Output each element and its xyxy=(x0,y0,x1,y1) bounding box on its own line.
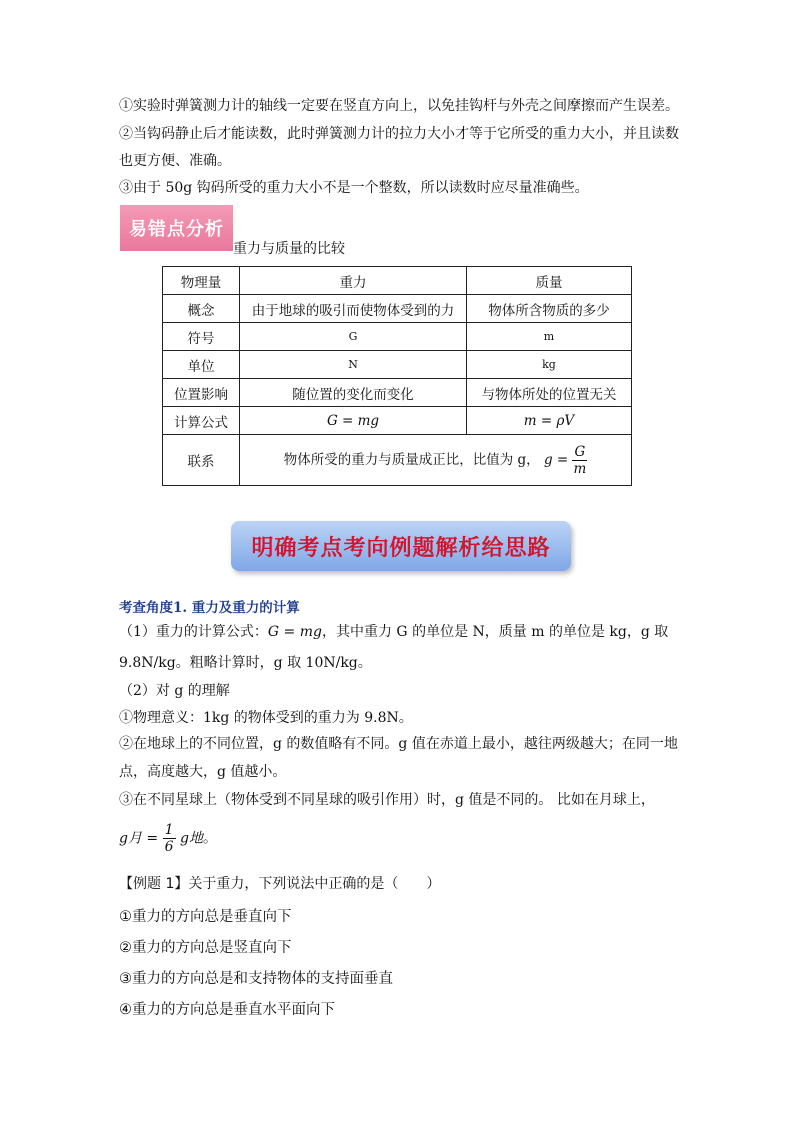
relation-fraction xyxy=(572,444,587,477)
note-2-cont: 也更方便、准确。 xyxy=(119,153,231,169)
table-cell: 由于地球的吸引而使物体受到的力 xyxy=(240,295,467,323)
error-analysis-badge: 易错点分析 xyxy=(120,205,233,251)
table-cell: kg xyxy=(467,351,632,379)
table-cell: m xyxy=(467,323,632,351)
note-1: ①实验时弹簧测力计的轴线一定要在竖直方向上，以免挂钩杆与外壳之间摩擦而产生误差。 xyxy=(119,98,679,114)
p1-prefix: （1）重力的计算公式： xyxy=(119,624,268,640)
fraction-numerator: 1 xyxy=(164,822,174,838)
table-caption: 重力与质量的比较 xyxy=(233,241,345,257)
fraction-denominator: m xyxy=(573,460,587,477)
table-header-cell: 物理量 xyxy=(163,267,240,295)
option-2: ②重力的方向总是竖直向下 xyxy=(119,940,292,956)
angle-title: 考查角度1. 重力及重力的计算 xyxy=(119,600,300,616)
moon-fraction xyxy=(163,822,176,855)
paragraph-g-heading: （2）对 g 的理解 xyxy=(119,683,230,699)
table-cell: 随位置的变化而变化 xyxy=(240,379,467,407)
table-cell: 符号 xyxy=(163,323,240,351)
relation-text: 物体所受的重力与质量成正比，比值为 g， xyxy=(283,451,540,468)
table-header-row xyxy=(163,267,632,295)
section-banner: 明确考点考向例题解析给思路 xyxy=(231,521,571,571)
table-row xyxy=(163,407,632,435)
table-header-cell: 质量 xyxy=(467,267,632,295)
moon-end: 。 xyxy=(202,830,217,847)
comparison-table xyxy=(162,266,632,486)
example-title: 【例题 1】关于重力，下列说法中正确的是（ ） xyxy=(119,876,441,892)
paragraph-planets: ③在不同星球上（物体受到不同星球的吸引作用）时，g 值是不同的。 比如在月球上， xyxy=(119,792,655,808)
table-cell: N xyxy=(240,351,467,379)
moon-formula xyxy=(119,822,217,855)
table-cell: 物体所含物质的多少 xyxy=(467,295,632,323)
p1-formula: G = mg xyxy=(267,624,322,640)
table-row xyxy=(163,379,632,407)
option-1: ①重力的方向总是垂直向下 xyxy=(119,909,292,925)
paragraph-meaning: ①物理意义：1kg 的物体受到的重力为 9.8N。 xyxy=(119,710,413,726)
fraction-numerator: G xyxy=(574,443,586,460)
paragraph-location: ②在地球上的不同位置，g 的数值略有不同。g 值在赤道上最小，越往两级越大；在同一地 xyxy=(119,736,678,752)
table-row xyxy=(163,295,632,323)
paragraph-g-value: 9.8N/kg。粗略计算时，g 取 10N/kg。 xyxy=(119,655,372,671)
formula-cell: G = mg xyxy=(240,407,467,435)
table-cell: G xyxy=(240,323,467,351)
note-3: ③由于 50g 钩码所受的重力大小不是一个整数，所以读数时应尽量准确些。 xyxy=(119,180,589,196)
table-row xyxy=(163,435,632,486)
option-4: ④重力的方向总是垂直水平面向下 xyxy=(119,1002,335,1018)
table-cell: 概念 xyxy=(163,295,240,323)
paragraph-height: 点，高度越大，g 值越小。 xyxy=(119,764,287,780)
table-row xyxy=(163,351,632,379)
table-row xyxy=(163,323,632,351)
formula-cell: m = ρV xyxy=(467,407,632,435)
table-cell: 位置影响 xyxy=(163,379,240,407)
table-cell: 计算公式 xyxy=(163,407,240,435)
table-header-cell: 重力 xyxy=(240,267,467,295)
relation-cell xyxy=(240,435,632,486)
table-cell: 单位 xyxy=(163,351,240,379)
fraction-denominator: 6 xyxy=(164,839,174,855)
table-cell: 联系 xyxy=(163,435,240,486)
table-cell: 与物体所处的位置无关 xyxy=(467,379,632,407)
paragraph-formula xyxy=(119,622,668,642)
p1-suffix: ，其中重力 G 的单位是 N，质量 m 的单位是 kg，g 取 xyxy=(321,624,669,640)
option-3: ③重力的方向总是和支持物体的支持面垂直 xyxy=(119,971,393,987)
note-2: ②当钩码静止后才能读数，此时弹簧测力计的拉力大小才等于它所受的重力大小，并且读数 xyxy=(119,126,679,142)
moon-lhs: g月 = xyxy=(119,830,159,847)
moon-rhs: g地 xyxy=(179,830,203,847)
relation-formula-lhs: g = xyxy=(543,451,569,468)
